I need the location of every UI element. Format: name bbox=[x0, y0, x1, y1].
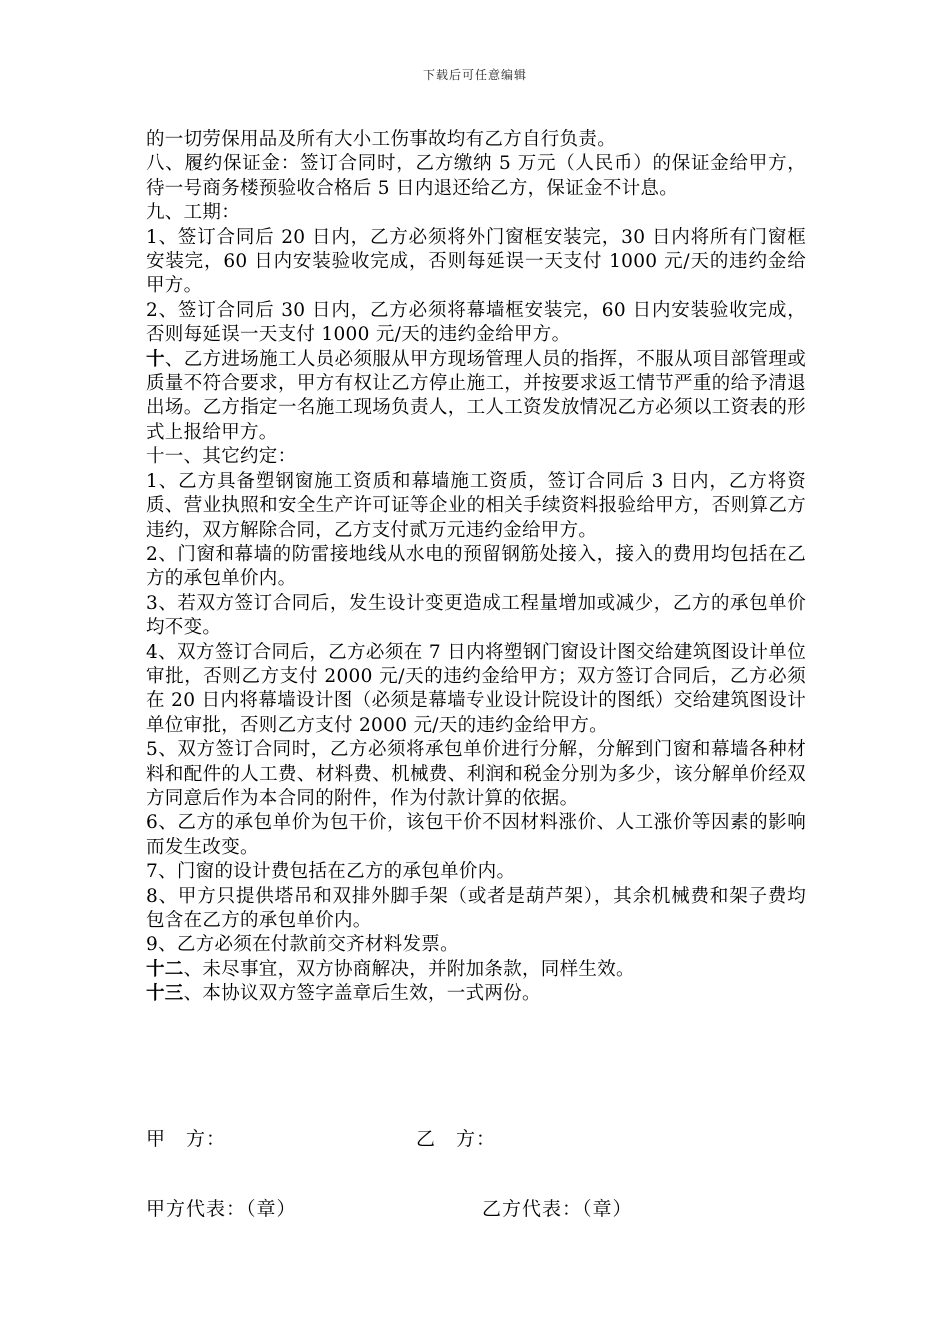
paragraph: 4、双方签订合同后，乙方必须在 7 日内将塑钢门窗设计图交给建筑图设计单位审批，否则乙方支付 2000 元/天的违约金给甲方；双方签订合同后，乙方必须在 20 日内将幕墙设计图（必须是幕墙专业设计院设计的图纸）交给建筑图设计单位审批，否则乙方支付 2000 元/天的违约金给甲方。 bbox=[146, 641, 806, 736]
paragraph-clause-12: 十二、未尽事宜，双方协商解决，并附加条款，同样生效。 bbox=[146, 958, 635, 980]
paragraph: 的一切劳保用品及所有大小工伤事故均有乙方自行负责。 bbox=[146, 129, 617, 150]
paragraph: 7、门窗的设计费包括在乙方的承包单价内。 bbox=[146, 861, 516, 883]
signature-parties bbox=[146, 1124, 497, 1151]
paragraph: 1、乙方具备塑钢窗施工资质和幕墙施工资质，签订合同后 3 日内，乙方将资质、营业执照和安全生产许可证等企业的相关手续资料报验给甲方，否则算乙方违约，双方解除合同，乙方支付贰万元违约金给甲方。 bbox=[146, 470, 806, 541]
paragraph: 3、若双方签订合同后，发生设计变更造成工程量增加或减少，乙方的承包单价均不变。 bbox=[146, 592, 806, 639]
paragraph: 9、乙方必须在付款前交齐材料发票。 bbox=[146, 934, 459, 956]
paragraph: 2、门窗和幕墙的防雷接地线从水电的预留钢筋处接入，接入的费用均包括在乙方的承包单价内。 bbox=[146, 543, 806, 590]
paragraph-schedule-heading: 九、工期： bbox=[146, 202, 241, 224]
paragraph: 8、甲方只提供塔吊和双排外脚手架（或者是葫芦架），其余机械费和架子费均包含在乙方的承包单价内。 bbox=[146, 885, 806, 931]
paragraph-clause-13: 十三、本协议双方签字盖章后生效，一式两份。 bbox=[146, 983, 541, 1005]
paragraph-deposit: 八、履约保证金：签订合同时，乙方缴纳 5 万元（人民币）的保证金给甲方，待一号商务楼预验收合格后 5 日内退还给乙方，保证金不计息。 bbox=[146, 153, 806, 199]
clause-number: 十三 bbox=[146, 983, 184, 1005]
paragraph: 2、签订合同后 30 日内，乙方必须将幕墙框安装完，60 日内安装验收完成，否则每延误一天支付 1000 元/天的违约金给甲方。 bbox=[146, 299, 806, 346]
party-a-representative: 甲方代表：（章） bbox=[146, 1198, 297, 1220]
contract-body bbox=[146, 128, 806, 1007]
clause-number: 十 bbox=[146, 348, 165, 370]
paragraph: 1、签订合同后 20 日内，乙方必须将外门窗框安装完，30 日内将所有门窗框安装完，60 日内安装验收完成，否则每延误一天支付 1000 元/天的违约金给甲方。 bbox=[146, 226, 806, 297]
paragraph: 6、乙方的承包单价为包干价，该包干价不因材料涨价、人工涨价等因素的影响而发生改变。 bbox=[146, 812, 806, 858]
paragraph: 5、双方签订合同时，乙方必须将承包单价进行分解，分解到门窗和幕墙各种材料和配件的人工费、材料费、机械费、利润和税金分别为多少，该分解单价经双方同意后作为本合同的附件，作为付款计算的依据。 bbox=[146, 739, 806, 809]
party-b-label: 乙 方： bbox=[416, 1128, 497, 1150]
paragraph-other-heading: 十一、其它约定： bbox=[146, 446, 297, 468]
party-b-representative: 乙方代表：（章） bbox=[482, 1198, 633, 1220]
clause-number: 十二 bbox=[146, 958, 184, 980]
party-a-label: 甲 方： bbox=[146, 1128, 227, 1150]
page-header-note: 下载后可任意编辑 bbox=[422, 68, 527, 82]
paragraph-personnel: 十、乙方进场施工人员必须服从甲方现场管理人员的指挥，不服从项目部管理或质量不符合要求，甲方有权让乙方停止施工，并按要求返工情节严重的给予清退出场。乙方指定一名施工现场负责人，工人工资发放情况乙方必须以工资表的形式上报给甲方。 bbox=[146, 348, 806, 443]
signature-representatives bbox=[146, 1194, 633, 1221]
